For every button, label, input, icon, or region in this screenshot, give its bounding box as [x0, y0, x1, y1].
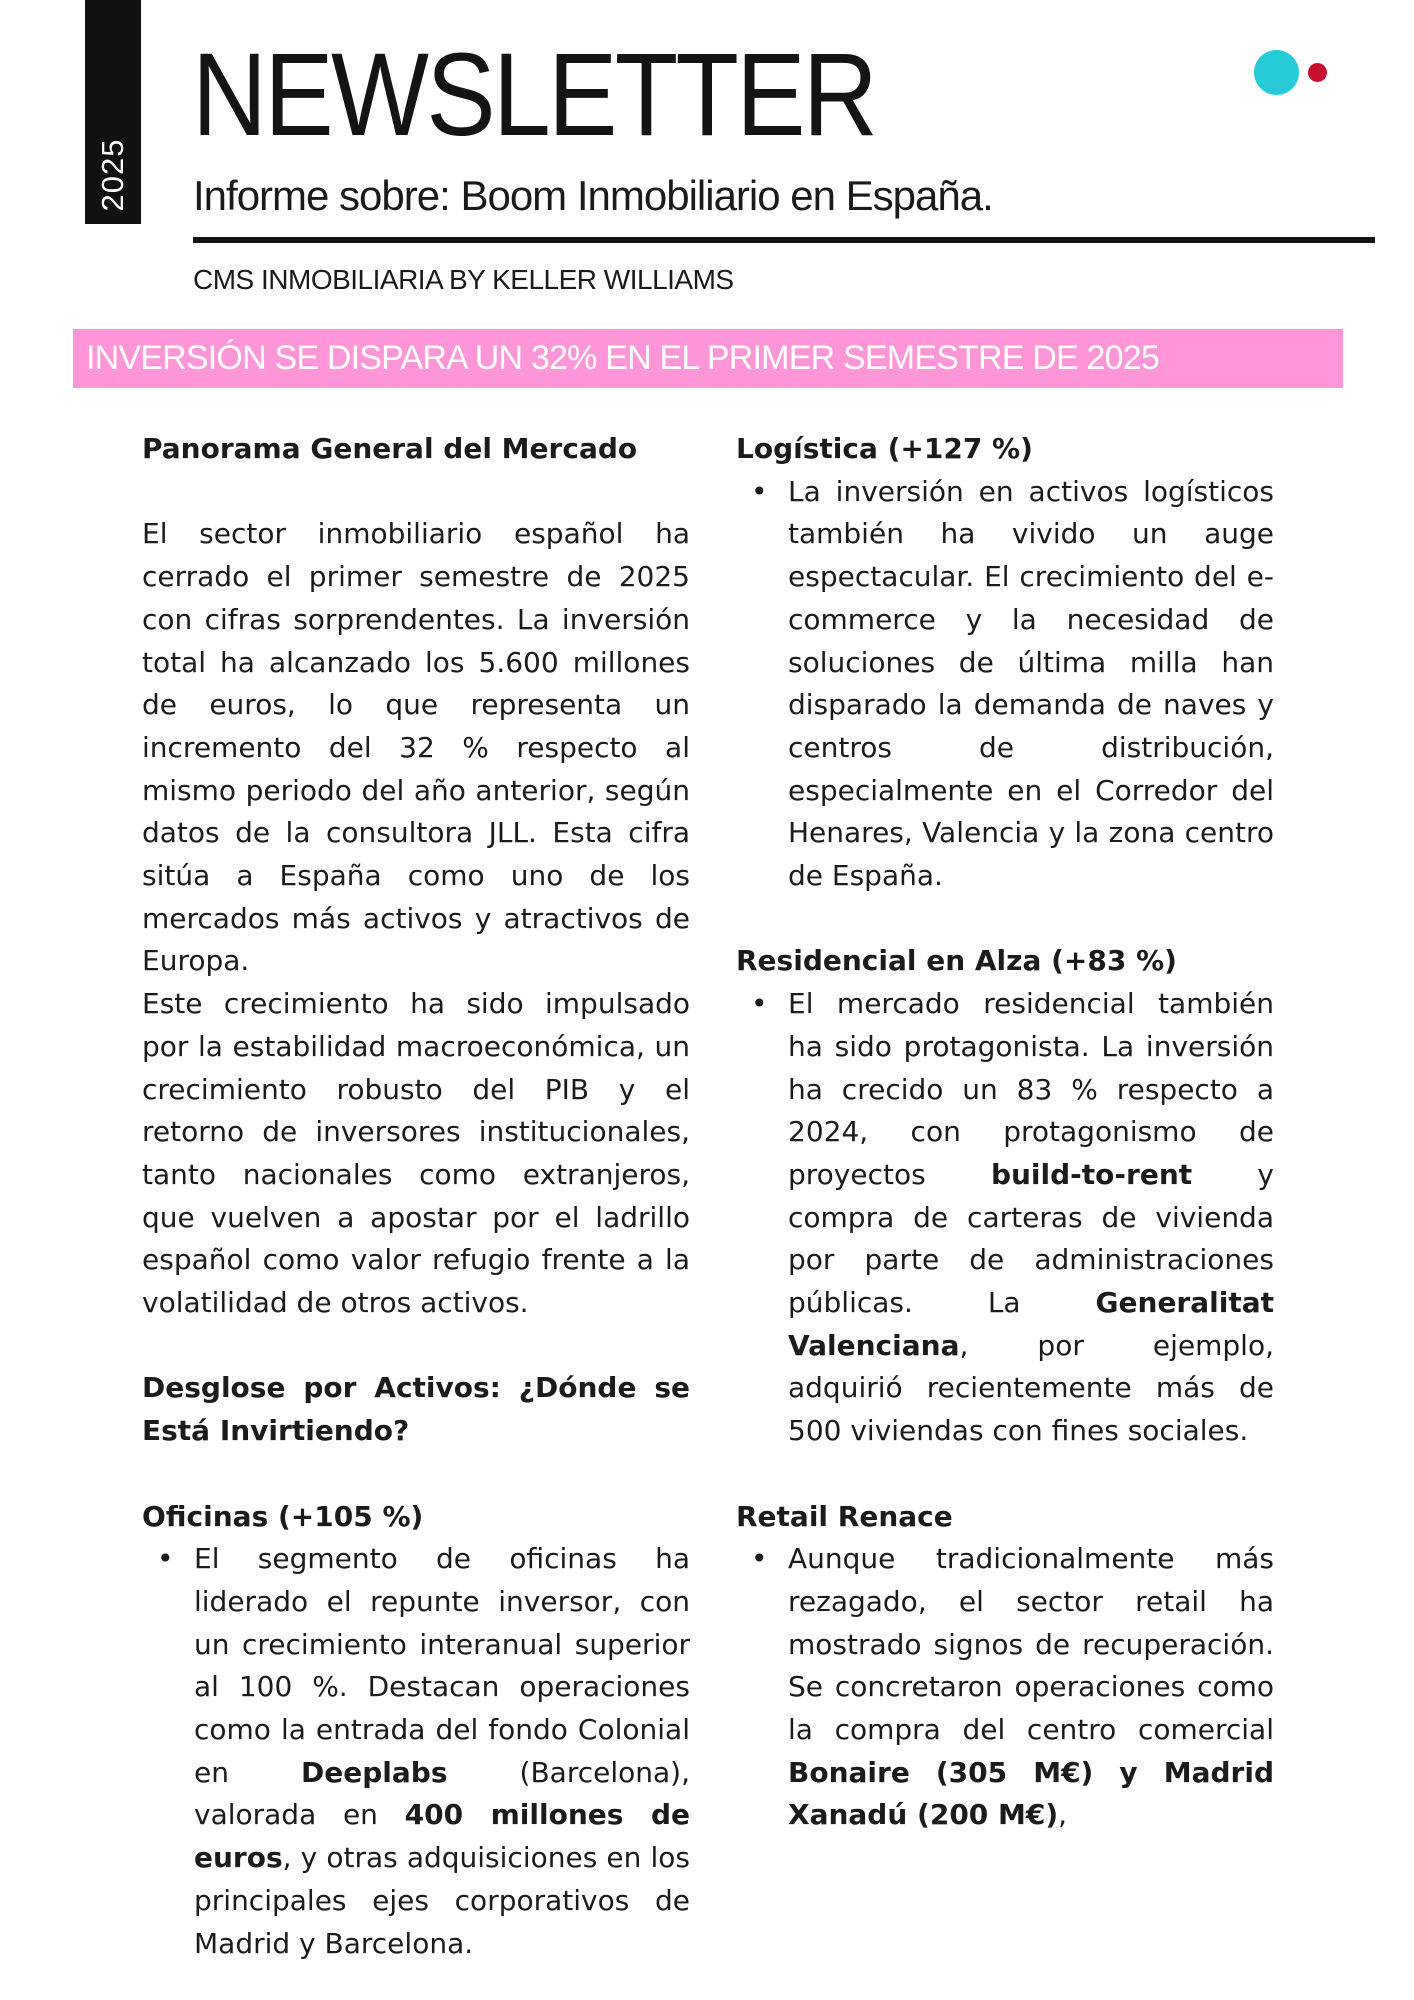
bullet-icon: •	[751, 1542, 768, 1576]
left-column	[142, 428, 690, 1965]
newsletter-title: NEWSLETTER	[192, 29, 876, 161]
paragraph-logistica: La inversión en activos logísticos también ha vivido un auge espectacular. El crecimiento del e-commerce y la necesidad de soluciones de última milla han disparado la demanda de naves y centros de distribución, especialmente en el Corredor del Henares, Valencia y la zona centro de España.	[788, 474, 1274, 893]
heading-panorama: Panorama General del Mercado	[142, 432, 638, 465]
right-column	[736, 428, 1274, 1837]
paragraph-panorama-2: Este crecimiento ha sido impulsado por la estabilidad macroeconómica, un crecimiento robusto del PIB y el retorno de inversores institucionales, tanto nacionales como extranjeros, que vuelven a apostar por el ladrillo español como valor refugio frente a la volatilidad de otros activos.	[142, 987, 690, 1320]
company-name: CMS INMOBILIARIA BY KELLER WILLIAMS	[193, 264, 734, 295]
year-label: 2025	[95, 138, 130, 212]
heading-desglose: Desglose por Activos: ¿Dónde se Está Invirtiendo?	[142, 1371, 690, 1448]
heading-oficinas: Oficinas (+105 %)	[142, 1499, 424, 1533]
bullet-icon: •	[157, 1542, 174, 1576]
heading-logistica: Logística (+127 %)	[736, 432, 1033, 465]
heading-retail: Retail Renace	[736, 1499, 953, 1533]
list-item-logistica	[736, 471, 1274, 898]
paragraph-residencial: El mercado residencial también ha sido protagonista. La inversión ha crecido un 83 % respecto a 2024, con protagonismo de proyectos build-to-rent y compra de carteras de vivienda por parte de administraciones públicas. La Generalitat Valenciana, por ejemplo, adquirió recientemente más de 500 viviendas con fines sociales.	[788, 987, 1274, 1448]
newsletter-subtitle: Informe sobre: Boom Inmobiliario en España.	[193, 172, 993, 219]
logo-dot-primary	[1254, 50, 1299, 95]
list-item-residencial	[736, 983, 1274, 1453]
paragraph-retail: Aunque tradicionalmente más rezagado, el sector retail ha mostrado signos de recuperación. Se concretaron operaciones como la compra del centro comercial Bonaire (305 M€) y Madrid Xanadú (200 M€),	[788, 1542, 1274, 1832]
headline-banner-text: INVERSIÓN SE DISPARA UN 32% EN EL PRIMER SEMESTRE DE 2025	[86, 339, 1159, 377]
list-item-retail	[736, 1538, 1274, 1837]
headline-banner	[73, 329, 1343, 388]
bullet-icon: •	[751, 474, 768, 508]
list-item-oficinas	[142, 1538, 690, 1965]
logo-dot-secondary	[1308, 63, 1327, 82]
heading-residencial: Residencial en Alza (+83 %)	[736, 944, 1177, 978]
paragraph-oficinas: El segmento de oficinas ha liderado el repunte inversor, con un crecimiento interanual superior al 100 %. Destacan operaciones como la entrada del fondo Colonial en Deeplabs (Barcelona), valorada en 400 millones de euros, y otras adquisiciones en los principales ejes corporativos de Madrid y Barcelona.	[194, 1542, 690, 1960]
paragraph-panorama-1: El sector inmobiliario español ha cerrado el primer semestre de 2025 con cifras sorprendentes. La inversión total ha alcanzado los 5.600 millones de euros, lo que representa un incremento del 32 % respecto al mismo periodo del año anterior, según datos de la consultora JLL. Esta cifra sitúa a España como uno de los mercados más activos y atractivos de Europa.	[142, 517, 690, 978]
bullet-icon: •	[751, 987, 768, 1021]
header-divider	[193, 237, 1375, 243]
